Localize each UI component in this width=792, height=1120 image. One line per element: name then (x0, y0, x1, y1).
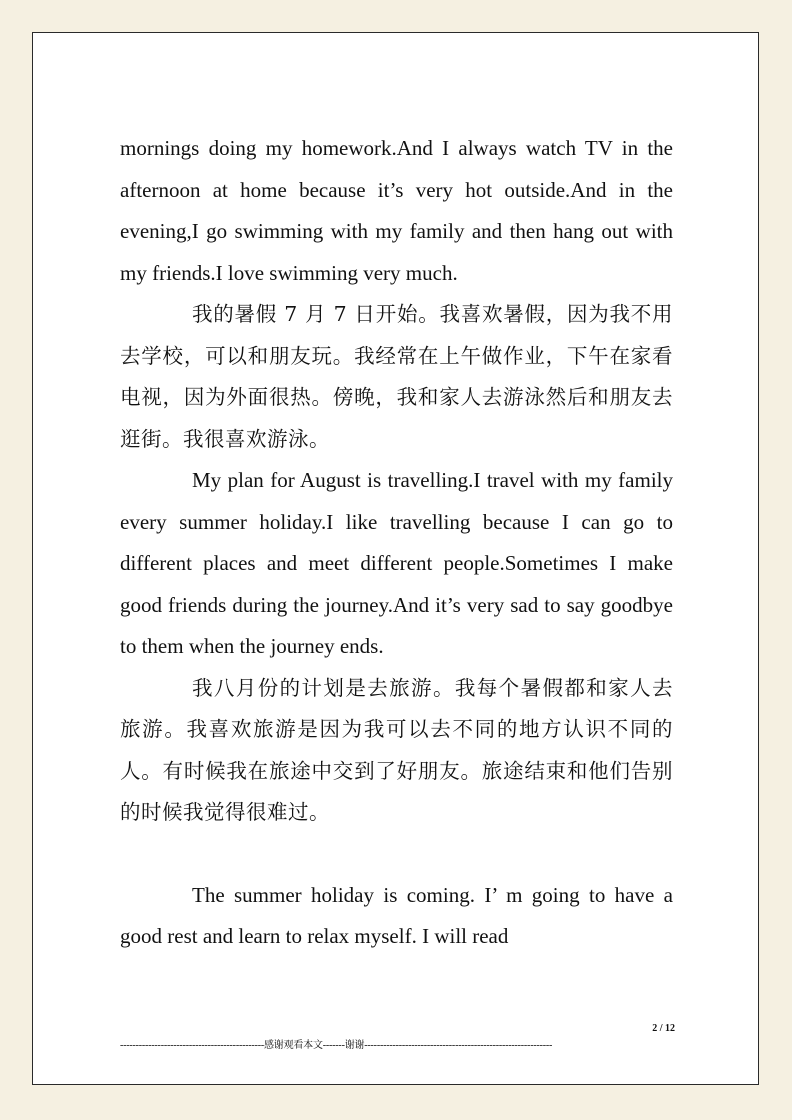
footer-dashed-line: ----------------------------------------------感谢观看本文-------谢谢------------------------------------------------------------ (120, 1040, 553, 1051)
paragraph-english-3: The summer holiday is coming. I’ m going to have a good rest and learn to relax myself. I will read (120, 882, 673, 948)
paragraph-english-1: mornings doing my homework.And I always watch TV in the afternoon at home because it’s very hot outside.And in the evening,I go swimming with my family and then hang out with my friends.I love swimming very much. (120, 136, 673, 285)
paragraph-chinese-2: 我八月份的计划是去旅游。我每个暑假都和家人去旅游。我喜欢旅游是因为我可以去不同的地方认识不同的人。有时候我在旅途中交到了好朋友。旅途结束和他们告别的时候我觉得很难过。 (120, 675, 673, 824)
page-body (120, 128, 673, 958)
document-page (32, 32, 759, 1085)
paragraph-english-2: My plan for August is travelling.I travel with my family every summer holiday.I like travelling because I can go to different places and meet different people.Sometimes I make good friends during the journey.And it’s very sad to say goodbye to them when the journey ends. (120, 468, 673, 658)
page-number: 2 / 12 (652, 1023, 675, 1034)
paragraph-gap (120, 834, 673, 875)
paragraph-chinese-1: 我的暑假 7 月 7 日开始。我喜欢暑假，因为我不用去学校，可以和朋友玩。我经常在上午做作业，下午在家看电视，因为外面很热。傍晚，我和家人去游泳然后和朋友去逛街。我很喜欢游泳。 (120, 302, 673, 451)
